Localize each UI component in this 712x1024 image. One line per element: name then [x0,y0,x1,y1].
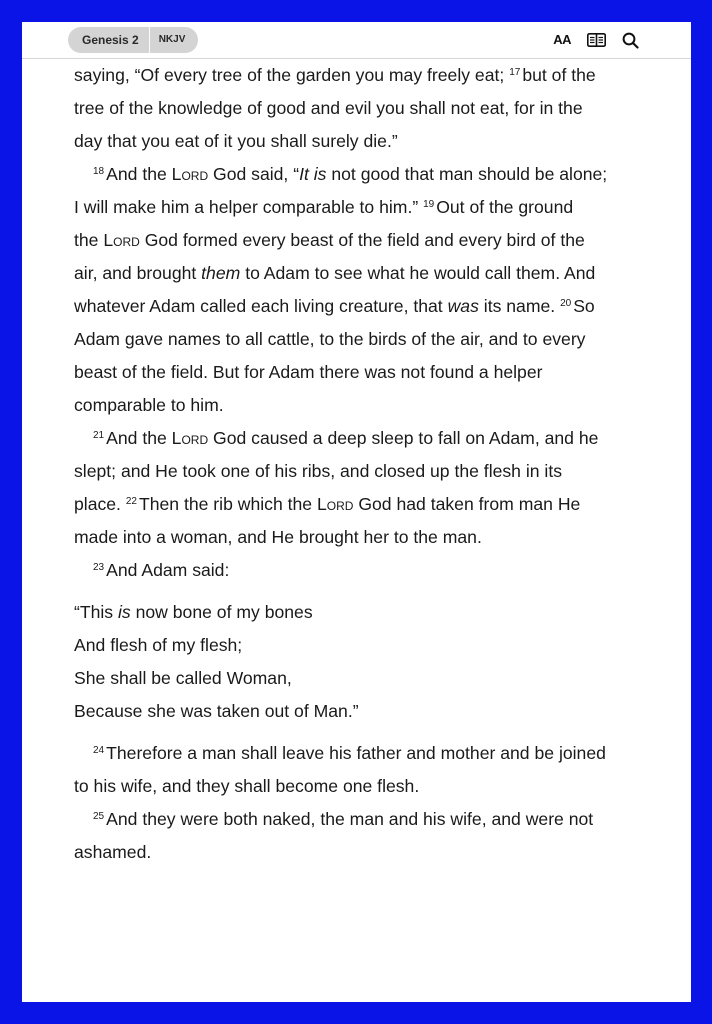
verse-number[interactable]: 25 [93,811,105,822]
version-button[interactable]: NKJV [158,34,186,45]
text-line: slept; and He took one of his ribs, and closed up the flesh in its [74,461,563,481]
font-size-icon[interactable] [553,30,571,50]
passage-text [74,59,654,869]
search-icon[interactable] [622,32,639,49]
poetry-line: And flesh of my flesh; [74,635,243,655]
text-line: air, and brought them to Adam to see what he would call them. And [74,263,596,283]
text-line: saying, “Of every tree of the garden you may freely eat; $^{17}$ but of the [74,65,596,85]
text-line: made into a woman, and He brought her to the man. [74,527,482,547]
text-line: $^{21}$ And the Lord God caused a deep sleep to fall on Adam, and he [93,428,599,448]
lord-small-caps: Lord [316,494,354,514]
toolbar-actions [553,30,639,50]
book-chapter-button[interactable]: Genesis 2 [82,33,139,47]
verse-number[interactable]: 20 [560,298,572,309]
reader-screen [22,22,691,1002]
pill-divider [149,27,150,53]
font-size-icon-label: AA [553,32,571,47]
lord-small-caps: Lord [171,164,209,184]
passage-selector [68,27,198,53]
text-line: beast of the field. But for Adam there was not found a helper [74,362,543,382]
verse-number[interactable]: 23 [93,562,105,573]
text-line: $^{18}$ And the Lord God said, “It is not good that man should be alone; [93,164,608,184]
verse-number[interactable]: 17 [509,67,521,78]
reader-toolbar [22,22,691,59]
text-line: place. $^{22}$ Then the rib which the Lord God had taken from man He [74,494,581,514]
lord-small-caps: Lord [171,428,209,448]
text-line: the Lord God formed every beast of the field and every bird of the [74,230,585,250]
text-line: Adam gave names to all cattle, to the birds of the air, and to every [74,329,586,349]
text-line: I will make him a helper comparable to him.” $^{19}$ Out of the ground [74,197,574,217]
poetry-line: Because she was taken out of Man.” [74,701,359,721]
text-line: tree of the knowledge of good and evil you shall not eat, for in the [74,98,583,118]
reading-mode-icon[interactable] [587,33,606,47]
verse-number[interactable]: 19 [423,199,435,210]
text-line: whatever Adam called each living creature, that was its name. $^{20}$ So [74,296,595,316]
verse-number[interactable]: 18 [93,166,105,177]
text-line: ashamed. [74,842,152,862]
verse-number[interactable]: 24 [93,745,105,756]
poetry-line: She shall be called Woman, [74,668,292,688]
verse-number[interactable]: 21 [93,430,105,441]
text-line: $^{23}$ And Adam said: [93,560,230,580]
text-line: day that you eat of it you shall surely die.” [74,131,398,151]
text-line: to his wife, and they shall become one flesh. [74,776,420,796]
text-line: $^{25}$ And they were both naked, the man and his wife, and were not [93,809,594,829]
poetry-line: “This is now bone of my bones [74,602,313,622]
poetry-block [74,596,654,728]
text-line: comparable to him. [74,395,224,415]
lord-small-caps: Lord [103,230,140,250]
text-line: $^{24}$ Therefore a man shall leave his father and mother and be joined [93,743,606,763]
verse-number[interactable]: 22 [125,496,137,507]
